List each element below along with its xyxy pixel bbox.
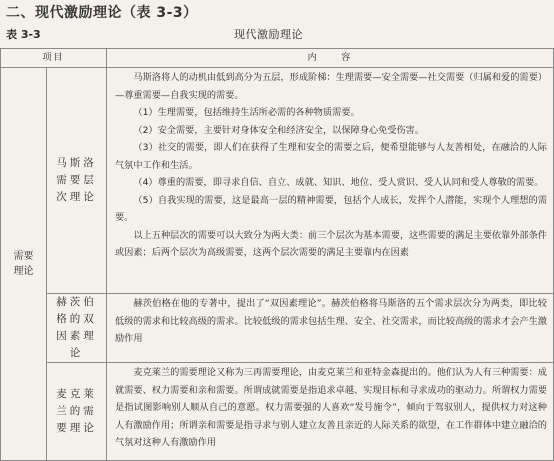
content-mcclelland xyxy=(107,363,554,461)
table-caption xyxy=(6,26,548,44)
content-herzberg xyxy=(107,294,554,363)
paragraph: 赫茨伯格在他的专著中，提出了“双因素理论”。赫茨伯格将马斯洛的五个需求层次分为两类，即比较低级的需求和比较高级的需求。比较低级的需求包括生理、安全、社交需求，而比较高级的需求才会产生激励作用 xyxy=(115,298,547,344)
header-item: 项目 xyxy=(1,49,107,68)
paragraph: 麦克莱兰的需要理论又称为三再需要理论，由麦克莱兰和亚特金森提出的。他们认为人有三种需要：成就需要、权力需要和亲和需要。所谓成就需要是指追求卓越、实现目标和寻求成功的驱动力。所谓权力需要是指试图影响别人顺从自己的意愿。权力需要强的人喜欢“发号施令”，倾向于驾驭别人，提供权力对这种人有激励作用；所谓亲和需要是指寻求与别人建立友善且亲近的人际关系的欲望，在工作群体中建立融洽的气氛对这种人有激励作用 xyxy=(115,367,547,448)
table-number-label: 表 3-3 xyxy=(6,28,41,41)
content-maslow xyxy=(107,68,554,294)
category-cell: 需要理论 xyxy=(1,68,47,461)
paragraph: （1）生理需要，包括维持生活所必需的各种物质需要。 xyxy=(133,107,360,118)
table-row xyxy=(1,294,554,363)
paragraph: 以上五种层次的需要可以大致分为两大类：前三个层次为基本需要，这些需要的满足主要依靠外部条件或因素；后两个层次为高级需要，这两个层次需要的满足主要靠内在因素 xyxy=(115,229,547,258)
table-header-row xyxy=(1,49,554,68)
header-content: 内 容 xyxy=(107,49,554,68)
paragraph: （5）自我实现的需要，这是最高一层的精神需要，包括个人成长，发挥个人潜能，实现个人理想的需要。 xyxy=(115,194,547,223)
theory-name-maslow: 马斯洛需要层次理论 xyxy=(47,68,107,294)
paragraph: （3）社交的需要，即人们在获得了生理和安全的需要之后，便希望能够与人友善相处，在融洽的人际气氛中工作和生活。 xyxy=(115,142,547,171)
paragraph: （4）尊重的需要，即寻求自信、自立、成就、知识、地位、受人赏识、受人认同和受人尊敬的需要。 xyxy=(133,177,544,188)
section-heading: 二、现代激励理论（表 3-3） xyxy=(6,5,198,21)
table-title: 现代激励理论 xyxy=(234,28,303,41)
motivation-theory-table xyxy=(0,48,554,461)
paragraph: 马斯洛将人的动机由低到高分为五层，形成阶梯：生理需要—安全需要—社交需要（归属和爱的需要）—尊重需要—自我实现的需要。 xyxy=(115,72,547,101)
theory-name-herzberg: 赫茨伯格的双因素理论 xyxy=(47,294,107,363)
paragraph: （2）安全需要，主要针对身体安全和经济安全，以保障身心免受伤害。 xyxy=(133,124,425,136)
table-row xyxy=(1,363,554,461)
theory-name-mcclelland: 麦克莱兰的需要理论 xyxy=(47,363,107,461)
table-row xyxy=(1,68,554,294)
